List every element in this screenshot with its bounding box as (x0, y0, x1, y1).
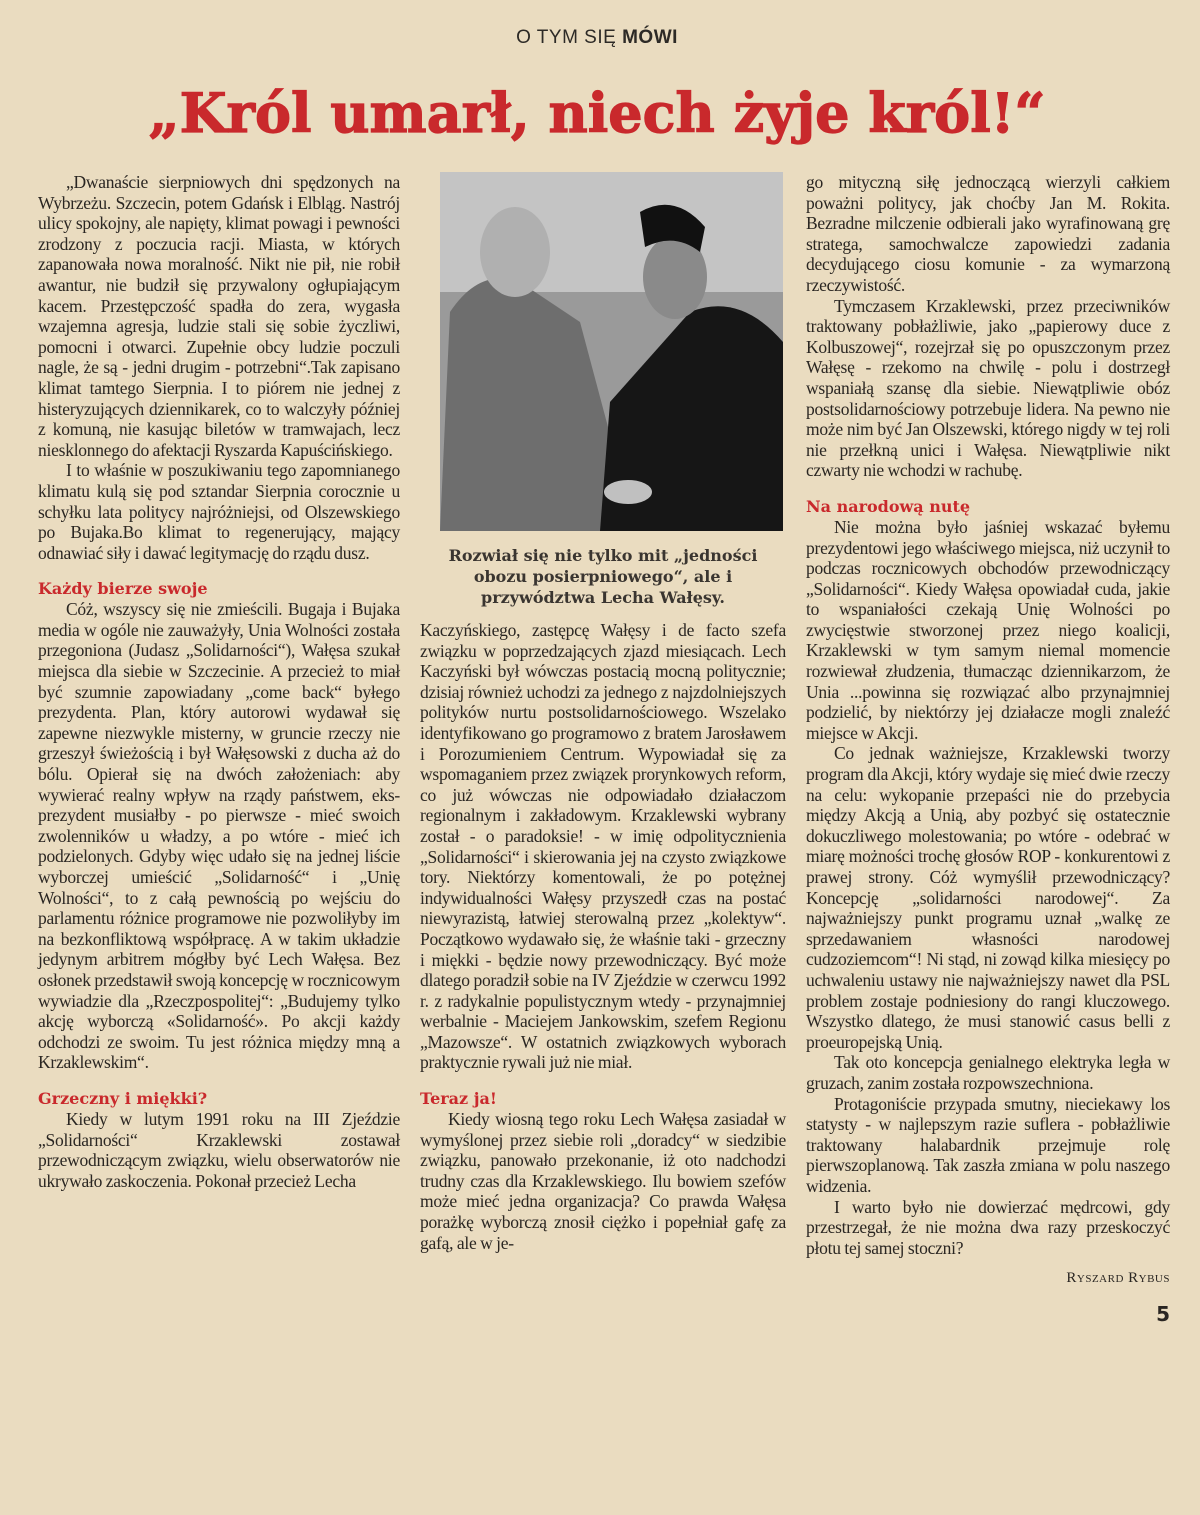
paragraph: Cóż, wszyscy się nie zmieścili. Bugaja i Bujaka media w ogóle nie zauważyły, Unia Wolności została przegoniona (Judasz „Solidarności“), Wałęsa szukał miejsca dla siebie w Szczecinie. A przecież to miał być szumnie zapowiadany „come back“ byłego prezydenta. Plan, który autorowi wydawał się zapewne niezwykle misterny, w gruncie rzeczy nie grzeszył świeżością i był Wałęsowski z ducha aż do bólu. Opierał się na dwóch założeniach: aby wywierać realny wpływ na rządy państwem, eks-prezydent musiałby - po pierwsze - mieć swoich zwolenników u władzy, a po wtóre - mieć ich podzielonych. Gdyby więc udało się na jednej liście wyborczej umieścić „Solidarność“ i „Unię Wolności“, to z całą pewnością po wejściu do parlamentu różnice programowe nie pozwoliłyby im na bezkonfliktową współpracę. A w takim układzie jedynym arbitrem mógłby być Lech Wałęsa. Bez osłonek przedstawił swoją koncepcję w rocznicowym wywiadzie dla „Rzeczpospolitej“: „Budujemy tylko akcję wyborczą «Solidarność». Po akcji każdy odchodzi ze swoim. Tu jest różnica między mną a Krzaklewskim“. (38, 599, 400, 1073)
paragraph: Protagoniście przypada smutny, nieciekawy los statysty - w najlepszym razie suflera - pobłażliwie traktowany halabardnik przejmuje rolę pierwszoplanową. Tak zaszła zmiana w polu naszego widzenia. (806, 1093, 1170, 1196)
paragraph: go mityczną siłę jednoczącą wierzyli całkiem poważni politycy, jak choćby Jan M. Rokita. Bezradne milczenie odbierali jako wyrafinowaną grę stratega, samochwalcze zapowiedzi zadania decydującego ciosu komunie - za wymarzoną rzeczywistość. (806, 172, 1170, 295)
article-columns (38, 172, 1170, 1327)
paragraph: Nie można było jaśniej wskazać byłemu prezydentowi jego właściwego miejsca, niż uczynił to podczas rocznicowych obchodów przewodniczący „Solidarności“. Kiedy Wałęsa opowiadał cuda, jakie to wspaniałości czekają Unię Wolności po zwycięstwie stworzonej przez niego koalicji, Krzaklewski w tym samym niemal momencie rozwiewał złudzenia, tłumacząc dziennikarzom, że Unia ...powinna się rozwiązać albo przynajmniej podzielić, by niektórzy jej działacze mogli znaleźć miejsce w Akcji. (806, 516, 1170, 743)
paragraph: Tymczasem Krzaklewski, przez przeciwników traktowany pobłażliwie, jako „papierowy duce z Kolbuszowej“, rozejrzał się po opuszczonym przez Wałęsę - rzekomo na chwilę - polu i dostrzegł wspaniałą szansę dla siebie. Niewątpliwie obóz postsolidarnościowy potrzebuje lidera. Na pewno nie może nim być Jan Olszewski, którego nigdy w tej roli nie przełkną unici i Wałęsa. Niewątpliwie nikt czwarty nie wchodzi w rachubę. (806, 295, 1170, 481)
column-3 (806, 172, 1170, 1326)
column-1 (38, 172, 400, 1191)
paragraph: „Dwanaście sierpniowych dni spędzonych na Wybrzeżu. Szczecin, potem Gdańsk i Elbląg. Nastrój ulicy spokojny, ale napięty, klimat powagi i pewności zrodzony z poczucia racji. Miasta, w których zapanowała nowa moralność. Nikt nie pił, nie robił awantur, nie budził się przywalony ogłupiającym kacem. Przestępczość spadła do zera, wygasła wzajemna agresja, ludzie stali się sobie życzliwi, pomocni i otwarci. Zupełnie obcy ludzie poczuli nagle, że są - jedni drugim - potrzebni“.Tak zapisano klimat tamtego Sierpnia. I to piórem nie jednej z histeryzujących dziennikarek, co to walczyły później z komuną, nie kasując biletów w tramwajach, lecz niesklonnego do afektacji Ryszarda Kapuścińskiego. (38, 172, 400, 460)
section-kicker (38, 26, 1156, 50)
subheading: Na narodową nutę (806, 496, 971, 516)
paragraph: I to właśnie w poszukiwaniu tego zapomnianego klimatu kulą się pod sztandar Sierpnia corocznie u schyłku lata politycy najróżniejsi, od Olszewskiego po Bujaka.Bo klimat to regenerujący, mający odnawiać siły i dawać legitymację do rządu dusz. (38, 460, 400, 563)
kicker-bold: MÓWI (622, 27, 678, 48)
paragraph: Co jednak ważniejsze, Krzaklewski tworzy program dla Akcji, który wydaje się mieć dwie rzeczy na celu: wykopanie przepaści nie do przebycia między Akcją a Unią, aby pozbyć się ostatecznie dokuczliwego molestowania; po wtóre - odebrać w miarę możności trochę głosów ROP - konkurentowi z prawej strony. Cóż wymyślił przewodniczący? Koncepcję „solidarności narodowej“. Za najważniejszy punkt programu uznał „walkę ze sprzedawaniem własności narodowej cudzoziemcom“! Ni stąd, ni zowąd kilka miesięcy po uchwaleniu ustawy nie najważniejszy nawet dla PSL problem zostaje podniesiony do rangi kluczowego. Wszystko dlatego, że musi stanowić casus belli z proeuropejską Unią. (806, 743, 1170, 1052)
paragraph: Tak oto koncepcja genialnego elektryka legła w gruzach, zanim została rozpowszechniona. (806, 1052, 1170, 1093)
paragraph: Kiedy w lutym 1991 roku na III Zjeździe „Solidarności“ Krzaklewski zostawał przewodniczącym związku, wielu obserwatorów nie ukrywało zaskoczenia. Pokonał przecież Lecha (38, 1108, 400, 1191)
kicker-text: O TYM SIĘ (516, 27, 617, 48)
paragraph: Kaczyńskiego, zastępcę Wałęsy i de facto szefa związku w poprzedzających zjazd miesiącach. Lech Kaczyński był wówczas postacią mocną politycznie; dzisiaj również uchodzi za jednego z najzdolniejszych polityków nurtu postsolidarnościowego. Wszelako identyfikowano go programowo z bratem Jarosławem i Porozumieniem Centrum. Wypowiadał się za wspomaganiem przez związek prorynkowych reform, co już wówczas nie odpowiadało działaczom regionalnym i zakładowym. Krzaklewski wybrany został - o paradoksie! - w imię odpolitycznienia „Solidarności“ i skierowania jej na czysto związkowe tory. Niektórzy komentowali, że po potężnej indywidualności Wałęsy przyszedł czas na postać niewyrazistą, łatwiej sterowalną przez „kolektyw“. Początkowo wydawało się, że właśnie taki - grzeczny i miękki - będzie nowy przewodniczący. Być może dlatego poradził sobie na IV Zjeździe w czerwcu 1992 r. z radykalnie populistycznym wtedy - przynajmniej werbalnie - Maciejem Jankowskim, szefem Regionu „Mazowsze“. W ostatnich związkowych wyborach praktycznie rywali już nie miał. (420, 620, 786, 1073)
subheading: Grzeczny i miękki? (38, 1088, 208, 1108)
paragraph: I warto było nie dowierzać mędrcowi, gdy przestrzegał, że nie można dwa razy przeskoczyć płotu tej samej stoczni? (806, 1196, 1170, 1258)
column-2 (420, 172, 786, 1253)
photo-two-men-handshake-icon (440, 172, 783, 531)
subheading: Każdy bierze swoje (38, 579, 208, 599)
headline: „Król umarł, niech żyje król!“ (148, 81, 1046, 145)
subheading: Teraz ja! (420, 1089, 497, 1109)
author-byline: Ryszard Rybus (1066, 1270, 1170, 1287)
photo-handshake (440, 172, 783, 531)
page-number: 5 (1156, 1302, 1170, 1327)
photo-caption: Rozwiał się nie tylko mit „jedności obozu posierpniowego“, ale i przywództwa Lecha Wałęsy. (448, 546, 758, 607)
paragraph: Kiedy wiosną tego roku Lech Wałęsa zasiadał w wymyślonej przez siebie roli „doradcy“ w siedzibie związku, panowało przekonanie, iż oto nadchodzi trudny czas dla Krzaklewskiego. Ilu bowiem szefów może mieć jedna organizacja? Co prawda Wałęsa porażkę wyborczą znosił ciężko i popełniał gafę za gafą, ale w je- (420, 1109, 786, 1253)
